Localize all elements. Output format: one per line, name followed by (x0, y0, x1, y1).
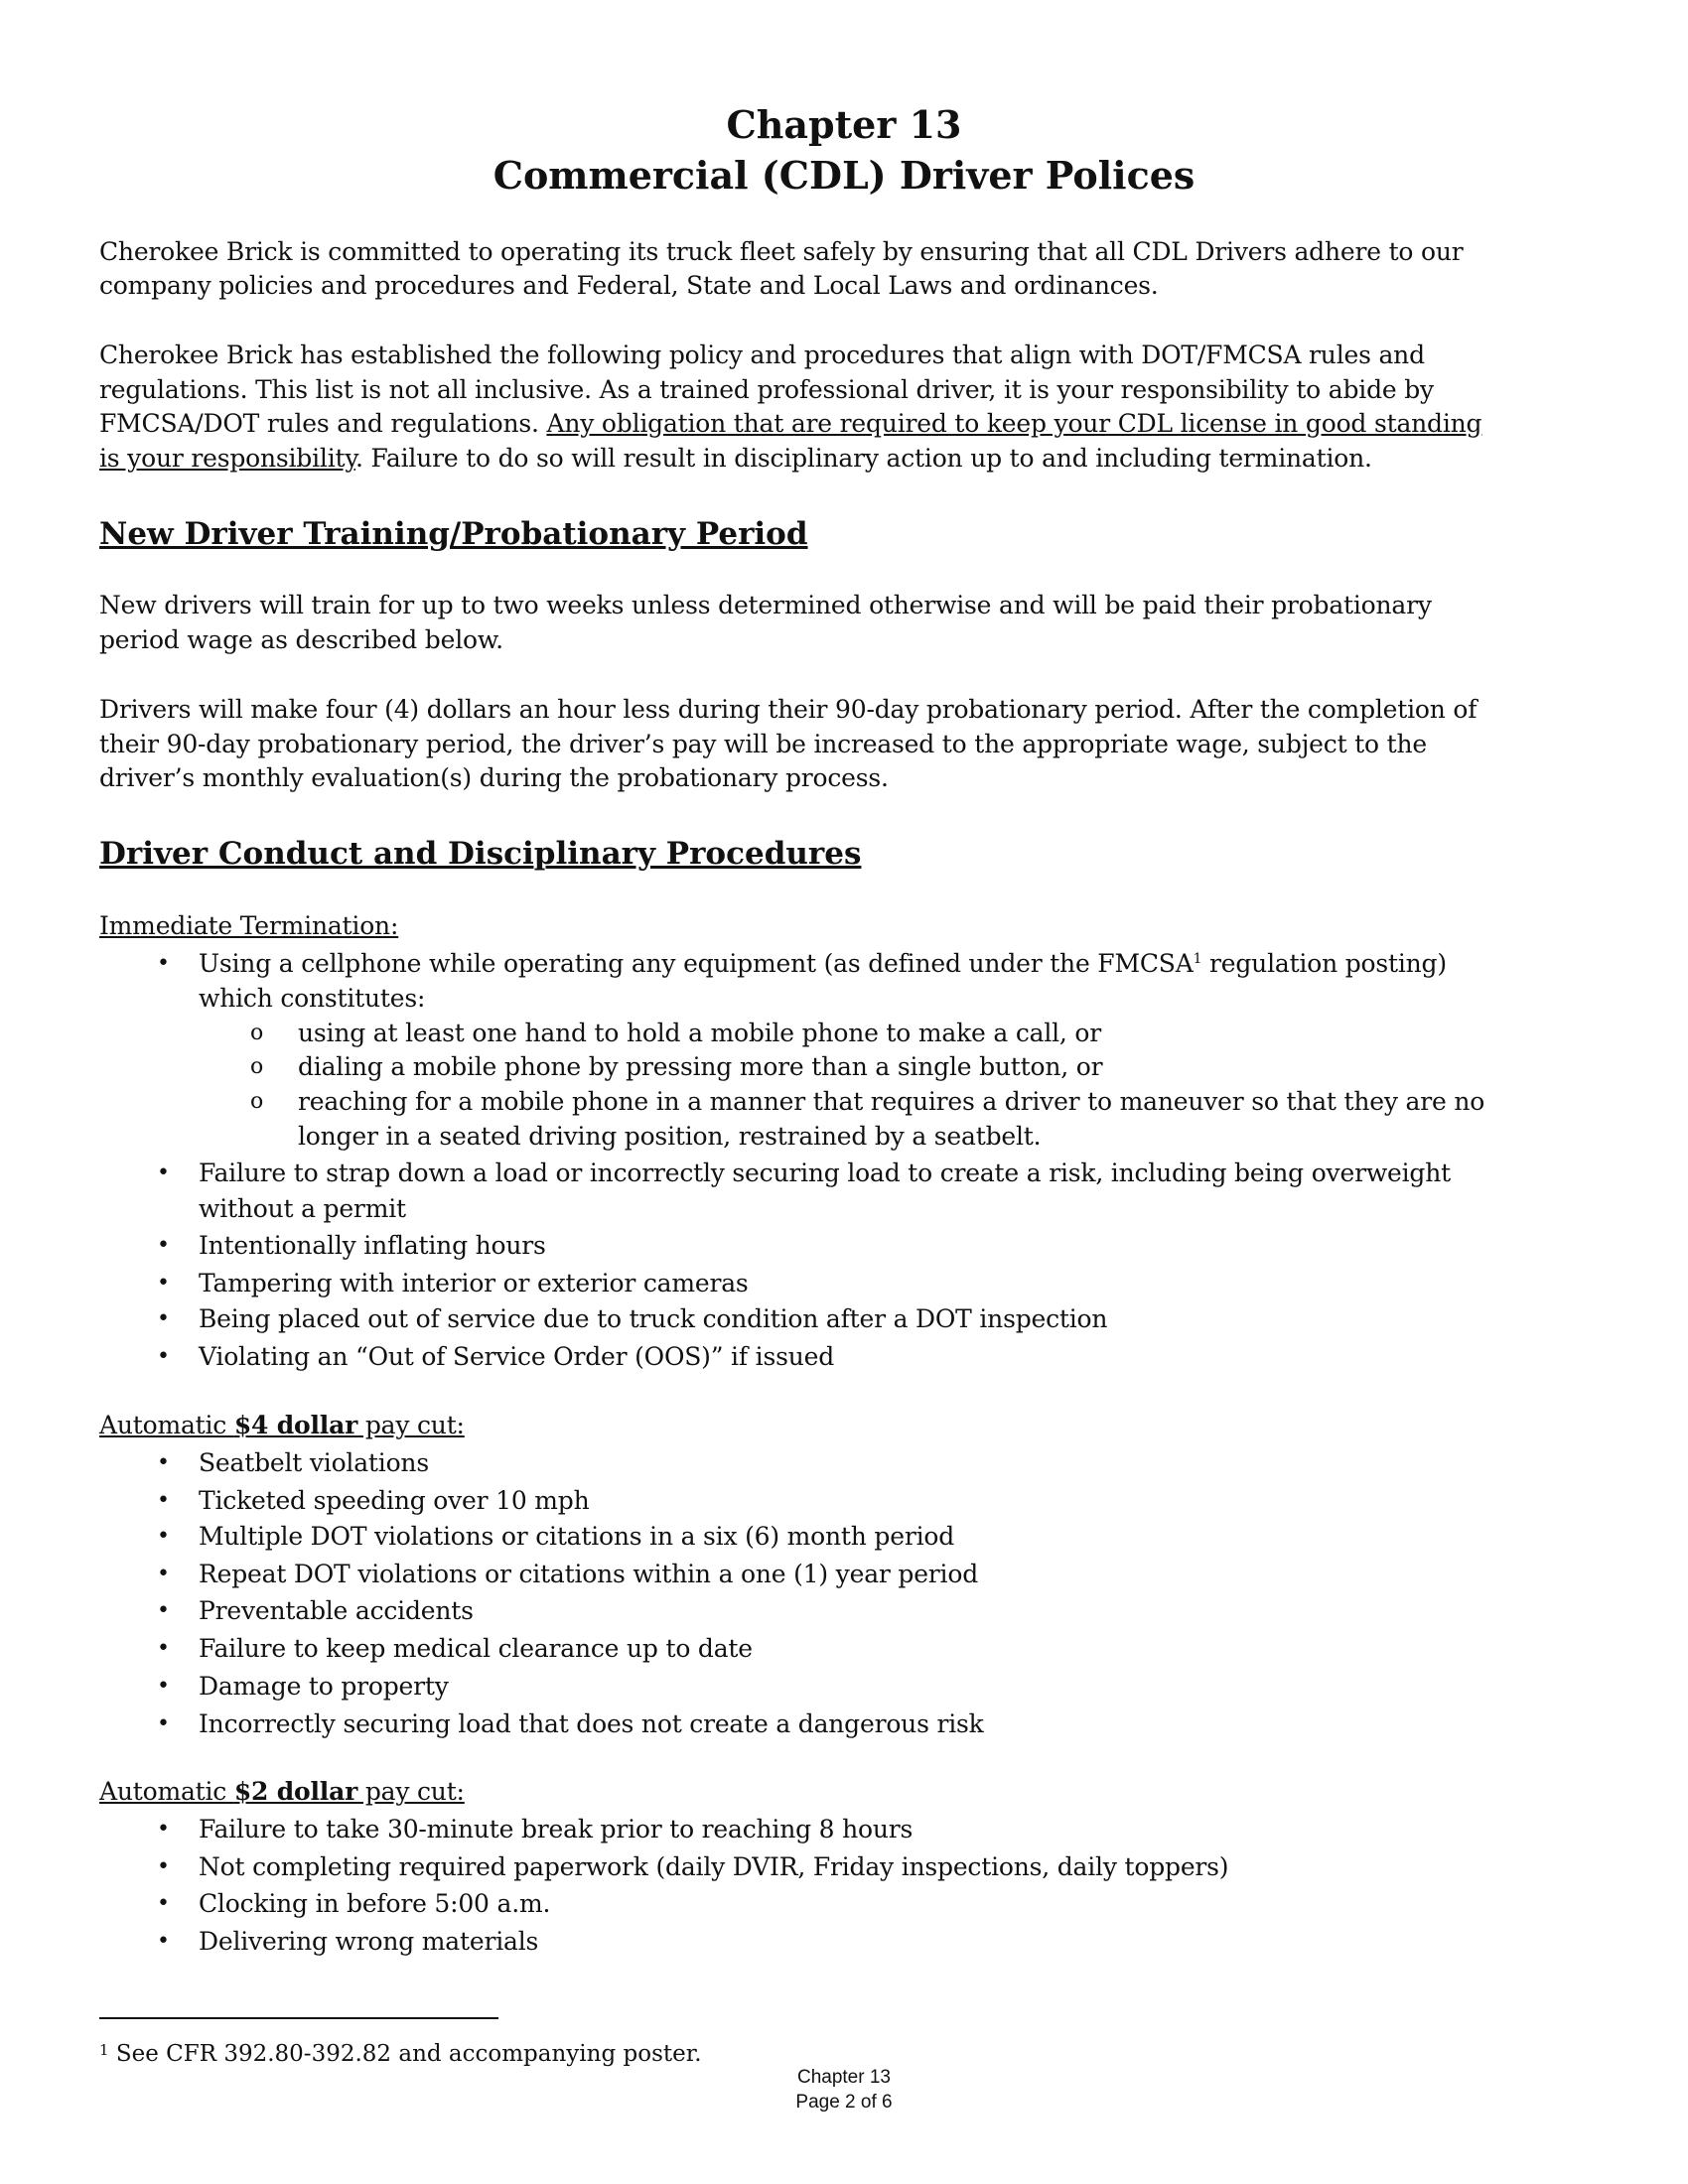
bullet-icon: • (157, 1488, 170, 1513)
text: FMCSA/DOT rules and regulations. (99, 409, 547, 438)
list-item-text: Not completing required paperwork (daily DVIR, Friday inspections, daily toppers) (199, 1852, 1229, 1881)
bullet-icon: • (157, 1854, 170, 1879)
bullet-icon: • (157, 1450, 170, 1475)
training-text: New drivers will train for up to two weeks unless determined otherwise and will be paid their probationary (99, 591, 1432, 619)
sub-bullet-icon: o (250, 1089, 264, 1114)
footer-chapter: Chapter 13 (796, 2067, 891, 2088)
chapter-number: Chapter 13 (726, 102, 962, 147)
bullet-icon: • (157, 1598, 170, 1623)
bullet-icon: • (157, 1711, 170, 1736)
list-item-text: Incorrectly securing load that does not create a dangerous risk (199, 1709, 984, 1738)
list-item-text: Seatbelt violations (199, 1448, 429, 1477)
text: regulation posting) (1201, 949, 1447, 978)
text: Automatic (99, 1777, 234, 1806)
bullet-icon: • (157, 1636, 170, 1661)
section-heading-conduct: Driver Conduct and Disciplinary Procedures (99, 836, 862, 872)
list-item-text: Ticketed speeding over 10 mph (199, 1486, 590, 1515)
training-text: Drivers will make four (4) dollars an hour less during their 90-day probationary period. After the completion of (99, 695, 1477, 724)
sub-bullet-icon: o (250, 1021, 264, 1045)
list-item-text: Failure to strap down a load or incorrectly securing load to create a risk, including being overweight (199, 1159, 1451, 1187)
subheading-immediate-termination: Immediate Termination: (99, 911, 399, 940)
amount: $4 dollar (233, 1411, 358, 1439)
footnote-text: See CFR 392.80-392.82 and accompanying poster. (108, 2041, 702, 2067)
list-item-text: Multiple DOT violations or citations in a six (6) month period (199, 1522, 955, 1551)
section-heading-training: New Driver Training/Probationary Period (99, 516, 808, 552)
footnote-divider (99, 2017, 498, 2019)
training-text: period wage as described below. (99, 625, 503, 654)
list-item-text: Repeat DOT violations or citations within a one (1) year period (199, 1560, 978, 1588)
text: . Failure to do so will result in disciplinary action up to and including termination. (354, 444, 1372, 473)
list-item-text: Damage to property (199, 1672, 449, 1701)
text: Using a cellphone while operating any equipment (as defined under the FMCSA (199, 949, 1194, 978)
bullet-icon: • (157, 1344, 170, 1369)
subheading-2-dollar-cut (99, 1775, 465, 1809)
list-item-text: Being placed out of service due to truck condition after a DOT inspection (199, 1304, 1108, 1333)
bullet-icon: • (157, 1891, 170, 1916)
bullet-icon: • (157, 1271, 170, 1296)
list-item-text: Clocking in before 5:00 a.m. (199, 1889, 551, 1918)
bullet-icon: • (157, 1817, 170, 1842)
list-item-text: Tampering with interior or exterior cameras (199, 1269, 749, 1297)
sub-bullet-icon: o (250, 1054, 264, 1079)
list-item-text: without a permit (199, 1194, 406, 1223)
page-title: Commercial (CDL) Driver Polices (492, 153, 1196, 198)
bullet-icon: • (157, 1929, 170, 1954)
list-item-text: Failure to take 30-minute break prior to reaching 8 hours (199, 1815, 914, 1843)
training-text: driver’s monthly evaluation(s) during the probationary process. (99, 763, 889, 792)
list-item-text: Failure to keep medical clearance up to date (199, 1634, 753, 1663)
bullet-icon: • (157, 951, 170, 976)
text: Automatic (99, 1411, 234, 1439)
footnote-mark: 1 (99, 2041, 109, 2059)
list-item-text: which constitutes: (199, 984, 426, 1013)
amount: $2 dollar (233, 1777, 358, 1806)
intro-text: Cherokee Brick has established the following policy and procedures that align with DOT/FMCSA rules and (99, 341, 1425, 369)
underlined-text: Any obligation that are required to keep your CDL license in good standing (546, 409, 1482, 438)
bullet-icon: • (157, 1233, 170, 1258)
text: pay cut: (357, 1411, 465, 1439)
text: pay cut: (357, 1777, 465, 1806)
footnote-ref: 1 (1193, 951, 1202, 967)
footnote (99, 2035, 702, 2069)
list-item-text: using at least one hand to hold a mobile phone to make a call, or (298, 1019, 1102, 1047)
list-item-text: Intentionally inflating hours (199, 1231, 546, 1260)
list-item-text: Preventable accidents (199, 1596, 474, 1625)
subheading-4-dollar-cut (99, 1409, 465, 1442)
training-text: their 90-day probationary period, the driver’s pay will be increased to the appropriate wage, subject to the (99, 730, 1427, 758)
footer-page-number: Page 2 of 6 (795, 2092, 893, 2113)
underlined-text: is your responsibility (99, 444, 355, 473)
bullet-icon: • (157, 1674, 170, 1699)
intro-text (99, 407, 1481, 441)
intro-text: Cherokee Brick is committed to operating its truck fleet safely by ensuring that all CDL Drivers adhere to our (99, 237, 1464, 266)
intro-text: regulations. This list is not all inclusive. As a trained professional driver, it is your responsibility to abide by (99, 375, 1434, 404)
intro-text (99, 442, 1372, 476)
list-item-text: dialing a mobile phone by pressing more than a single button, or (298, 1052, 1103, 1081)
bullet-icon: • (157, 1306, 170, 1331)
list-item-text (199, 947, 1447, 981)
bullet-icon: • (157, 1562, 170, 1586)
intro-text: company policies and procedures and Federal, State and Local Laws and ordinances. (99, 271, 1159, 300)
bullet-icon: • (157, 1524, 170, 1549)
list-item-text: reaching for a mobile phone in a manner that requires a driver to maneuver so that they are no (298, 1087, 1485, 1116)
bullet-icon: • (157, 1160, 170, 1185)
list-item-text: longer in a seated driving position, restrained by a seatbelt. (298, 1122, 1042, 1151)
list-item-text: Delivering wrong materials (199, 1927, 539, 1956)
list-item-text: Violating an “Out of Service Order (OOS)” if issued (199, 1342, 835, 1371)
